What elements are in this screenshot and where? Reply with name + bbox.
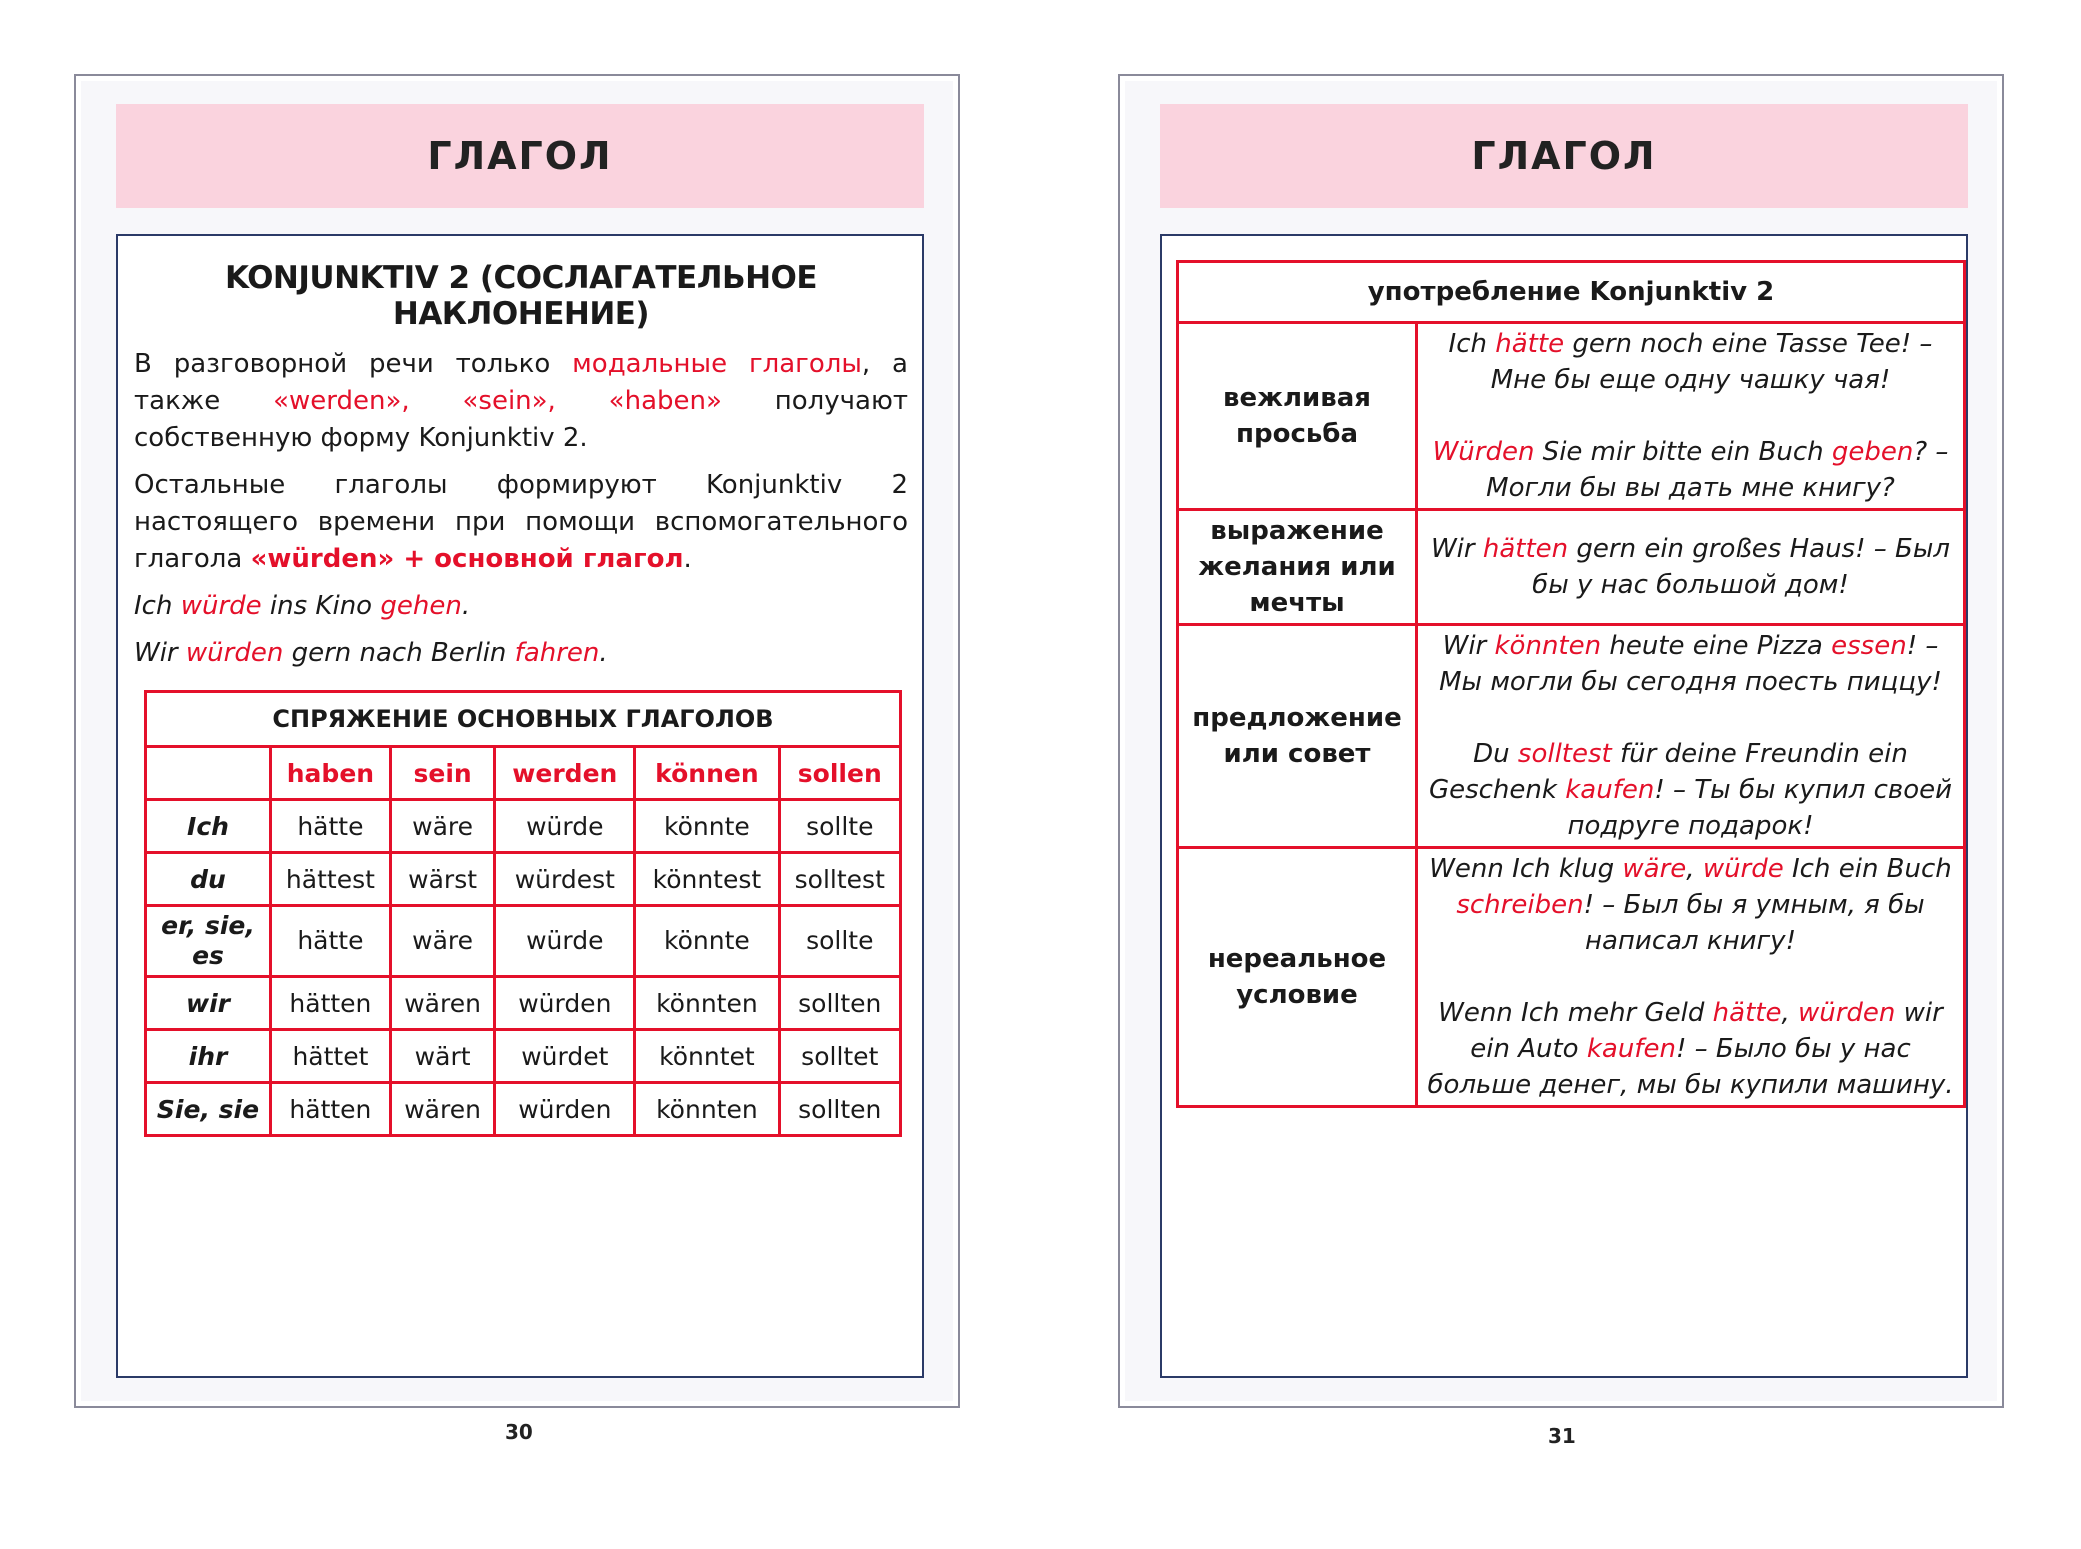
table-cell: könnten (635, 1083, 779, 1136)
example-cell (1417, 323, 1965, 510)
content-box (116, 234, 924, 1378)
text: Ich (1448, 329, 1496, 359)
table-cell: würdest (495, 853, 635, 906)
example-cell (1417, 848, 1965, 1107)
usage-table (1176, 260, 1966, 1108)
table-cell: solltet (779, 1030, 900, 1083)
text: ! – Мы могли бы сегодня поесть пиццу! (1439, 631, 1942, 697)
table-cell: hätten (271, 1083, 391, 1136)
highlight-verb: kaufen (1565, 775, 1655, 805)
section-title: KONJUNKTIV 2 (СОСЛАГАТЕЛЬНОЕ НАКЛОНЕНИЕ) (224, 260, 818, 332)
content-box (1160, 234, 1968, 1378)
table-row (1178, 625, 1965, 848)
highlight-verb: Würden (1432, 437, 1535, 467)
table-cell: wäre (390, 800, 495, 853)
table-cell: könnten (635, 977, 779, 1030)
example-sentence (1422, 326, 1959, 398)
text: , а также (134, 349, 908, 416)
highlight-verb: essen (1831, 631, 1907, 661)
highlight-modal-verbs: модальные глаголы (572, 349, 862, 379)
highlight-verb: gehen (380, 591, 462, 621)
text: Wir (1430, 534, 1483, 564)
text: . (683, 544, 692, 574)
text: Ich ein Buch (1783, 854, 1952, 884)
table-row (146, 977, 901, 1030)
table-cell: hättest (271, 853, 391, 906)
highlight-verb: kaufen (1586, 1034, 1676, 1064)
text: Wenn Ich mehr Geld (1438, 998, 1713, 1028)
table-row (146, 1083, 901, 1136)
example-sentence (1422, 434, 1959, 506)
example-sentence (1422, 531, 1959, 603)
table-row (146, 800, 901, 853)
example-cell (1417, 625, 1965, 848)
example-sentence (134, 588, 908, 625)
pronoun-cell: Sie, sie (146, 1083, 271, 1136)
table-cell: sollten (779, 977, 900, 1030)
highlight-verb: würde (1702, 854, 1784, 884)
table-title: употребление Konjunktiv 2 (1178, 262, 1965, 323)
table-title: СПРЯЖЕНИЕ ОСНОВНЫХ ГЛАГОЛОВ (146, 692, 901, 747)
highlight-aux: würden (185, 638, 284, 668)
table-cell: hättet (271, 1030, 391, 1083)
text: Ich (134, 591, 181, 621)
category-cell: выражение желания или мечты (1178, 510, 1417, 625)
column-header: sein (390, 747, 495, 800)
page-number: 31 (1548, 1424, 1576, 1448)
text: . (599, 638, 608, 668)
example-cell (1417, 510, 1965, 625)
text: ! – Ты бы купил своей подруге подарок! (1567, 775, 1953, 841)
table-cell: könnte (635, 906, 779, 977)
paragraph-rule (134, 467, 908, 578)
highlight-verb: schreiben (1456, 890, 1584, 920)
highlight-aux: würde (180, 591, 262, 621)
highlight-formula: «würden» + основной глагол (250, 544, 684, 574)
text: В разговорной речи только (134, 349, 573, 379)
text: ? – Могли бы вы дать мне книгу? (1486, 437, 1949, 503)
highlight-verb: hätten (1482, 534, 1569, 564)
header-title: ГЛАГОЛ (1471, 134, 1657, 178)
conjugation-table (144, 690, 902, 1137)
text: wir ein Auto (1470, 998, 1943, 1064)
text: ! – Был бы я умным, я бы написал книгу! (1583, 890, 1925, 956)
text: gern noch eine Tasse Tee! – Мне бы еще одну чашку чая! (1490, 329, 1933, 395)
table-cell: hätten (271, 977, 391, 1030)
highlight-verb: hätte (1495, 329, 1565, 359)
table-cell: würden (495, 1083, 635, 1136)
table-cell: wären (390, 977, 495, 1030)
text: . (461, 591, 471, 621)
text: ins Kino (261, 591, 381, 621)
text: für deine Freundin ein Geschenk (1428, 739, 1908, 805)
table-row (146, 1030, 901, 1083)
text: gern nach Berlin (283, 638, 515, 668)
column-header: haben (271, 747, 391, 800)
text: gern ein großes Haus! – Был бы у нас большой дом! (1532, 534, 1951, 600)
category-cell: предложение или совет (1178, 625, 1417, 848)
text: Wir (1442, 631, 1495, 661)
category-cell: вежливая просьба (1178, 323, 1417, 510)
pronoun-cell: er, sie, es (146, 906, 271, 977)
highlight-verb: fahren (514, 638, 600, 668)
text: , (1686, 854, 1703, 884)
table-cell: solltest (779, 853, 900, 906)
highlight-verb: könnten (1494, 631, 1602, 661)
spacer (1422, 398, 1959, 434)
table-cell: würdet (495, 1030, 635, 1083)
table-cell: hätte (271, 800, 391, 853)
table-row (1178, 510, 1965, 625)
text: , (1781, 998, 1798, 1028)
text: Остальные глаголы формируют Konjunktiv 2 настоящего времени при помощи вспомогательного глагола (134, 470, 908, 574)
pronoun-cell: du (146, 853, 271, 906)
highlight-verb: wäre (1622, 854, 1687, 884)
pronoun-cell: wir (146, 977, 271, 1030)
spacer (1422, 700, 1959, 736)
paragraph-intro (134, 346, 908, 457)
text: Sie mir bitte ein Buch (1534, 437, 1832, 467)
category-cell: нереальное условие (1178, 848, 1417, 1107)
table-cell: wäre (390, 906, 495, 977)
column-header: sollen (779, 747, 900, 800)
table-row (146, 853, 901, 906)
example-sentence (1422, 995, 1959, 1103)
highlight-verb: würden (1797, 998, 1896, 1028)
example-sentence (1422, 736, 1959, 844)
table-cell: sollten (779, 1083, 900, 1136)
table-cell: könntet (635, 1030, 779, 1083)
header-title: ГЛАГОЛ (427, 134, 613, 178)
table-cell: könnte (635, 800, 779, 853)
table-cell: wären (390, 1083, 495, 1136)
highlight-verb: geben (1831, 437, 1914, 467)
pronoun-cell: Ich (146, 800, 271, 853)
table-cell: könntest (635, 853, 779, 906)
column-header: können (635, 747, 779, 800)
highlight-verb: solltest (1517, 739, 1612, 769)
table-row (146, 906, 901, 977)
text: получают собственную форму Konjunktiv 2. (134, 386, 908, 453)
table-cell: wärst (390, 853, 495, 906)
table-row (1178, 323, 1965, 510)
column-header: werden (495, 747, 635, 800)
table-cell: wärt (390, 1030, 495, 1083)
page-header (1160, 104, 1968, 208)
table-row (1178, 848, 1965, 1107)
table-cell: sollte (779, 800, 900, 853)
text: Wenn Ich klug (1429, 854, 1623, 884)
text: ! – Было бы у нас больше денег, мы бы купили машину. (1427, 1034, 1954, 1100)
example-sentence (1422, 628, 1959, 700)
example-sentence (134, 635, 908, 672)
text: heute eine Pizza (1601, 631, 1832, 661)
spacer (1422, 959, 1959, 995)
table-header-row (146, 747, 901, 800)
table-cell: hätte (271, 906, 391, 977)
left-page (74, 74, 960, 1408)
pronoun-cell: ihr (146, 1030, 271, 1083)
table-cell: würden (495, 977, 635, 1030)
table-cell: sollte (779, 906, 900, 977)
page-header (116, 104, 924, 208)
example-sentence (1422, 851, 1959, 959)
table-title-row (146, 692, 901, 747)
highlight-verb: hätte (1712, 998, 1782, 1028)
text: Wir (134, 638, 186, 668)
highlight-verbs: «werden», «sein», «haben» (273, 386, 722, 416)
table-cell: würde (495, 906, 635, 977)
text: Du (1473, 739, 1518, 769)
empty-cell (146, 747, 271, 800)
right-page (1118, 74, 2004, 1408)
table-cell: würde (495, 800, 635, 853)
table-title-row (1178, 262, 1965, 323)
page-number: 30 (505, 1420, 533, 1444)
